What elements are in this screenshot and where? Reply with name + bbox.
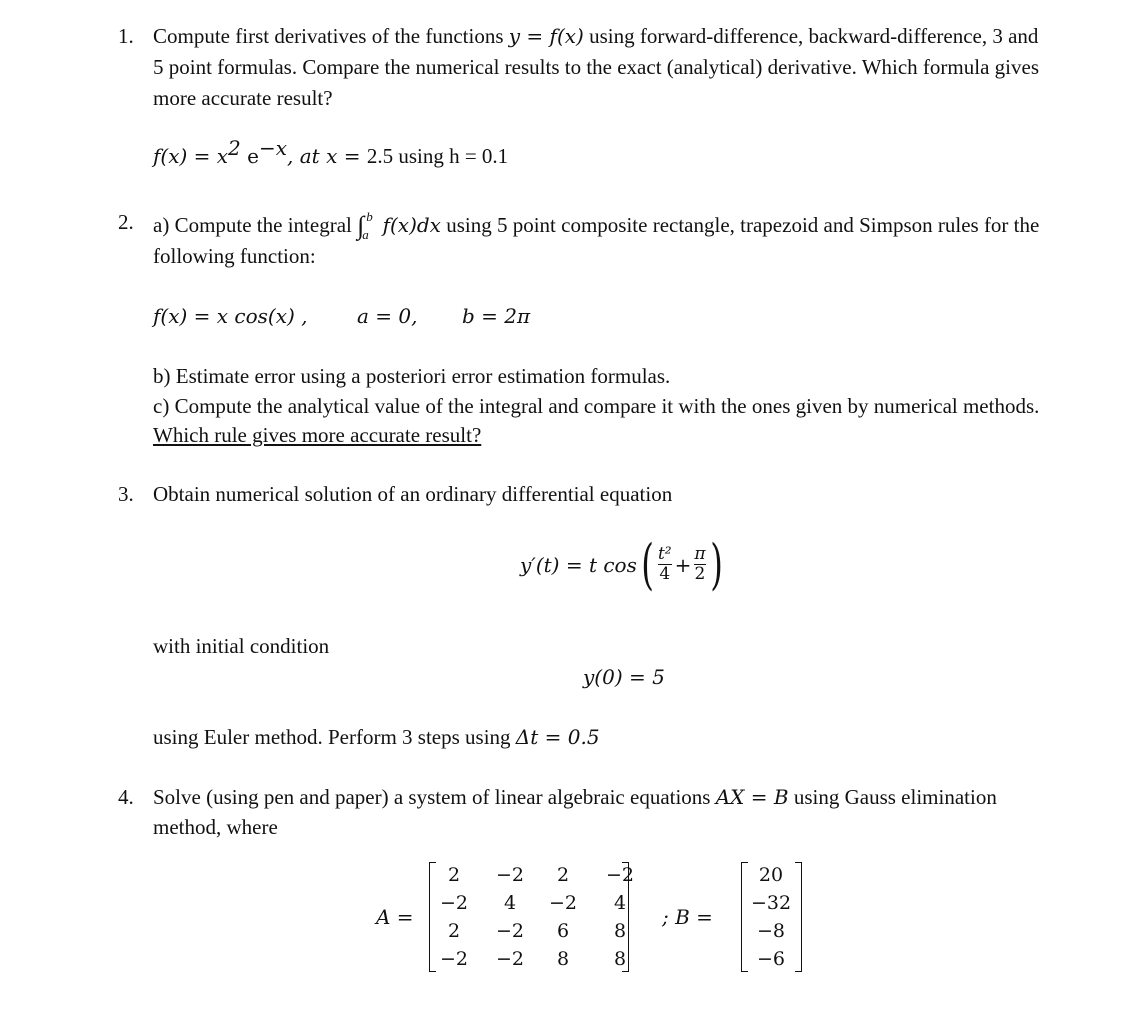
q2-a-pre: a) Compute the integral xyxy=(153,213,358,237)
q3-euler-line xyxy=(153,725,600,750)
vector-b-cell: −8 xyxy=(756,920,785,942)
matrix-a-cell: −2 xyxy=(439,892,468,914)
q4-line1-pre: Solve (using pen and paper) a system of linear algebraic equations xyxy=(153,785,716,809)
q3-number: 3. xyxy=(118,482,134,506)
q1-line3: more accurate result? xyxy=(153,86,333,110)
matrix-a-cell: 2 xyxy=(447,864,461,886)
vector-b-left-bracket xyxy=(741,862,748,972)
q3-ode xyxy=(520,533,727,596)
matrix-a-cell: 6 xyxy=(556,920,570,942)
frac1-numerator: t² xyxy=(657,544,672,565)
q2-a-line1 xyxy=(153,208,1040,243)
matrix-a-cell: −2 xyxy=(605,864,634,886)
q2-a-post: using 5 point composite rectangle, trapezoid and Simpson rules for the xyxy=(440,213,1040,237)
q3-with-ic: with initial condition xyxy=(153,634,330,658)
q1-line1-post: using forward-difference, backward-difference, 3 and xyxy=(583,24,1039,48)
q1-line1 xyxy=(153,24,1038,49)
matrix-a-cell: 8 xyxy=(613,920,627,942)
q3-euler-math: Δt = 0.5 xyxy=(515,725,600,749)
left-paren: ( xyxy=(641,533,654,596)
matrix-a-label: A = xyxy=(376,905,414,929)
fraction-t2-over-4 xyxy=(658,546,672,584)
q4-number: 4. xyxy=(118,785,134,809)
q2-b-line: b) Estimate error using a posteriori error estimation formulas. xyxy=(153,364,671,388)
vector-b-cell: 20 xyxy=(758,864,784,886)
plus-sign: + xyxy=(674,553,692,577)
q1-line1-math: y = f(x) xyxy=(508,24,584,48)
matrix-a-cell: 2 xyxy=(556,864,570,886)
vector-b-label: ; B = xyxy=(662,905,713,929)
vector-b-cell: −6 xyxy=(756,948,785,970)
frac2-denominator: 2 xyxy=(694,564,706,584)
q1-func-sup1: 2 xyxy=(228,136,241,160)
vector-b-right-bracket xyxy=(795,862,802,972)
q4-line2: method, where xyxy=(153,815,278,839)
q3-ode-lhs: y′(t) = t cos xyxy=(520,553,637,577)
q2-a-line2: following function: xyxy=(153,244,316,268)
matrix-a-cell: −2 xyxy=(439,948,468,970)
q1-line1-pre: Compute first derivatives of the functions xyxy=(153,24,509,48)
q4-line1-math: AX = B xyxy=(715,785,789,809)
q4-line1 xyxy=(153,785,997,810)
matrix-a-cell: 4 xyxy=(613,892,627,914)
q2-a-value: a = 0, xyxy=(357,304,418,328)
q1-func-at: , at x = xyxy=(287,144,367,168)
matrix-a-cell: 4 xyxy=(503,892,517,914)
integral-upper: b xyxy=(366,209,373,225)
q1-func-e: e xyxy=(240,144,259,168)
matrix-a-cell: −2 xyxy=(495,864,524,886)
integral-limits xyxy=(362,209,376,243)
q4-line1-post: using Gauss elimination xyxy=(788,785,997,809)
q3-intro: Obtain numerical solution of an ordinary differential equation xyxy=(153,482,673,506)
matrix-a-cell: 8 xyxy=(613,948,627,970)
q2-int-body: f(x)dx xyxy=(376,213,441,237)
q2-number: 2. xyxy=(118,210,134,234)
frac1-denominator: 4 xyxy=(659,564,671,584)
fraction-pi-over-2 xyxy=(694,546,705,584)
q2-c-line2: Which rule gives more accurate result? xyxy=(153,423,482,447)
frac2-numerator: π xyxy=(694,544,706,565)
matrix-a-cell: 8 xyxy=(556,948,570,970)
q1-func-lhs: f(x) = x xyxy=(153,144,229,168)
matrix-a-cell: −2 xyxy=(495,948,524,970)
q2-function: f(x) = x cos(x) , xyxy=(153,304,308,328)
q2-b-value: b = 2π xyxy=(462,304,531,328)
q1-number: 1. xyxy=(118,24,134,48)
q3-euler-pre: using Euler method. Perform 3 steps using xyxy=(153,725,516,749)
q1-func-val: 2.5 using h = 0.1 xyxy=(366,144,509,168)
right-paren: ) xyxy=(709,533,723,596)
integral-lower: a xyxy=(362,227,369,243)
q2-c-line: c) Compute the analytical value of the integral and compare it with the ones given by numerical methods. xyxy=(153,394,1040,418)
matrix-a-cell: −2 xyxy=(548,892,577,914)
q1-line2: 5 point formulas. Compare the numerical results to the exact (analytical) derivative. Which formula gives xyxy=(153,55,1039,79)
matrix-a-cell: −2 xyxy=(495,920,524,942)
vector-b-cell: −32 xyxy=(751,892,792,914)
integral-sign: ∫ xyxy=(357,211,365,240)
q1-func-sup2: −x xyxy=(258,136,288,160)
q1-function xyxy=(153,136,509,169)
matrix-a-cell: 2 xyxy=(447,920,461,942)
q3-initial-condition: y(0) = 5 xyxy=(583,665,665,689)
